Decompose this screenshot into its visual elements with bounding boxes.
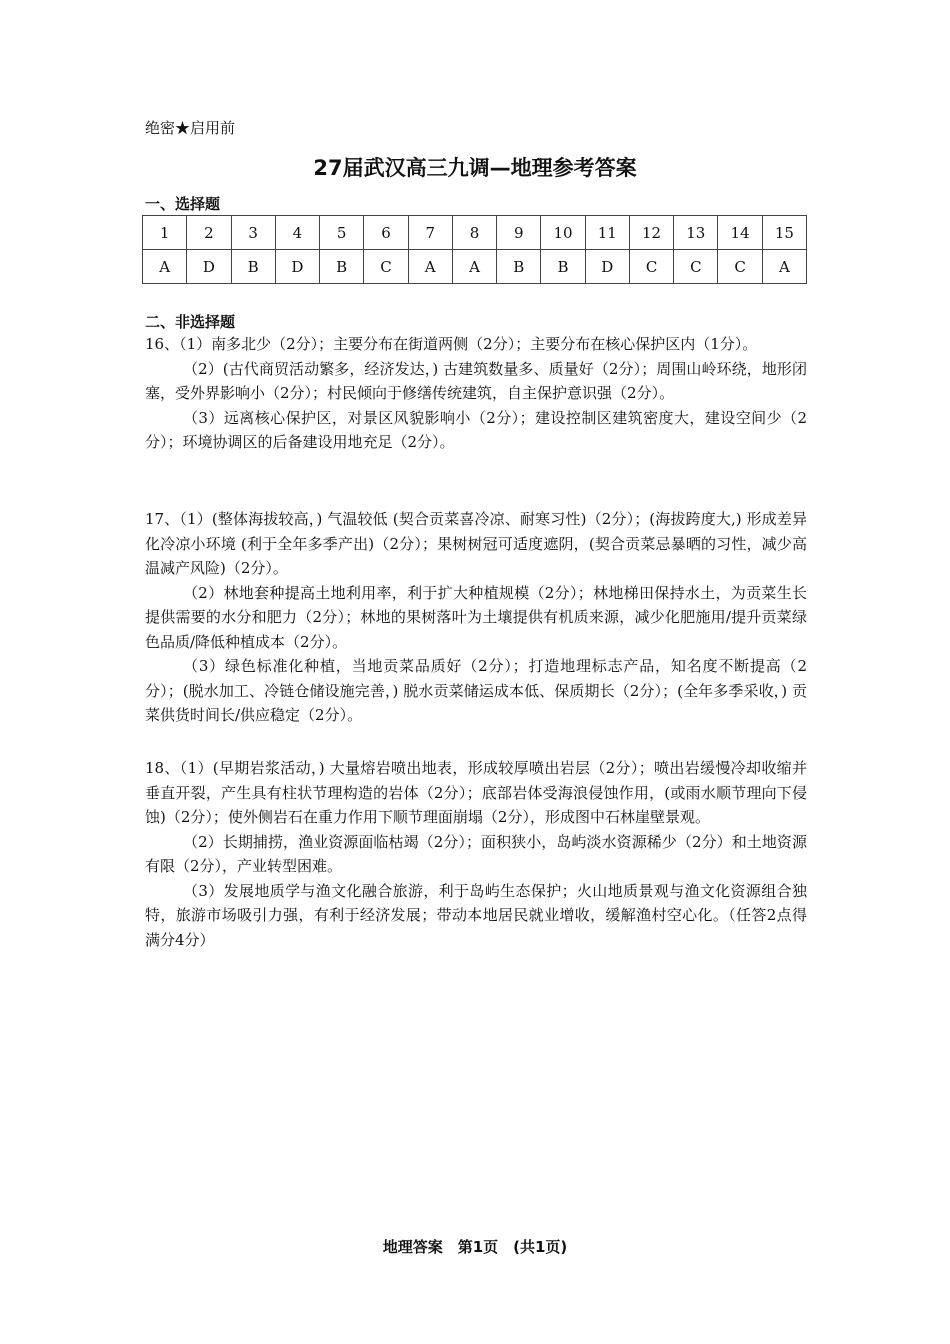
answer-cell: A [762,250,806,284]
q17-part-1: 17、（1）(整体海拔较高，) 气温较低 (契合贡菜喜冷凉、耐寒习性)（2分）；(海拔跨度大,) 形成差异化冷凉小环境 (利于全年多季产出)（2分）；果树树冠可适度遮阴，(契合贡菜忌暴晒的习性，减少高温减产风险)（2分）。 [145,510,807,577]
question-number-cell: 8 [452,216,496,250]
answer-cell: A [408,250,452,284]
q16-part-1: 16、（1）南多北少（2分）；主要分布在街道两侧（2分）；主要分布在核心保护区内（1分）。 [145,335,758,353]
question-number-cell: 15 [762,216,806,250]
question-number-cell: 2 [187,216,231,250]
answer-cell: C [718,250,762,284]
answer-cell: A [452,250,496,284]
answer-cell: C [629,250,673,284]
question-number-cell: 12 [629,216,673,250]
answer-row [143,250,807,284]
question-number-cell: 7 [408,216,452,250]
question-number-cell: 9 [497,216,541,250]
q17-part-2: （2）林地套种提高土地利用率，利于扩大种植规模（2分）；林地梯田保持水土，为贡菜生长提供需要的水分和肥力（2分）；林地的果树落叶为土壤提供有机质来源，减少化肥施用/提升贡菜绿色品质/降低种植成本（2分）。 [145,583,807,651]
page-footer: 地理答案 第1页 (共1页) [382,1238,568,1256]
question-number-cell: 14 [718,216,762,250]
secret-label: 绝密★启用前 [145,119,236,137]
answer-cell: B [231,250,275,284]
question-number-cell: 3 [231,216,275,250]
question-17-answer [145,507,807,728]
section-heading-nonchoice: 二、非选择题 [145,313,236,331]
q18-part-2: （2）长期捕捞，渔业资源面临枯竭（2分）；面积狭小，岛屿淡水资源稀少（2分）和土地资源有限（2分），产业转型困难。 [145,832,807,875]
question-18-answer [145,756,807,952]
question-number-cell: 11 [585,216,629,250]
q16-part-3: （3）远离核心保护区，对景区风貌影响小（2分）；建设控制区建筑密度大，建设空间少（2分）；环境协调区的后备建设用地充足（2分）。 [145,408,807,451]
q16-part-2: （2）(古代商贸活动繁多，经济发达，) 古建筑数量多、质量好（2分）；周围山岭环绕，地形闭塞，受外界影响小（2分）；村民倾向于修缮传统建筑，自主保护意识强（2分）。 [145,359,807,402]
answer-cell: D [275,250,319,284]
q17-part-3: （3）绿色标准化种植，当地贡菜品质好（2分）；打造地理标志产品，知名度不断提高（2分）；(脱水加工、冷链仓储设施完善，) 脱水贡菜储运成本低、保质期长（2分）；(全年多季采收，) 贡菜供货时间长/供应稳定（2分）。 [145,657,807,724]
page-title: 27届武汉高三九调—地理参考答案 [313,156,637,180]
question-16-answer [145,332,807,455]
q18-part-3: （3）发展地质学与渔文化融合旅游，利于岛屿生态保护；火山地质景观与渔文化资源组合独特，旅游市场吸引力强，有利于经济发展；带动本地居民就业增收，缓解渔村空心化。（任答2点得满分4分） [145,881,807,949]
question-number-cell: 5 [320,216,364,250]
question-number-cell: 10 [541,216,585,250]
answer-table [142,215,807,284]
answer-cell: A [143,250,187,284]
answer-cell: B [497,250,541,284]
answer-cell: D [187,250,231,284]
section-heading-choice: 一、选择题 [145,195,221,213]
answer-cell: C [674,250,718,284]
question-number-cell: 13 [674,216,718,250]
question-number-cell: 6 [364,216,408,250]
question-number-row [143,216,807,250]
answer-cell: C [364,250,408,284]
question-number-cell: 4 [275,216,319,250]
answer-cell: D [585,250,629,284]
answer-cell: B [320,250,364,284]
question-number-cell: 1 [143,216,187,250]
answer-cell: B [541,250,585,284]
q18-part-1: 18、（1）(早期岩浆活动，) 大量熔岩喷出地表，形成较厚喷出岩层（2分）；喷出岩缓慢冷却收缩并垂直开裂，产生具有柱状节理构造的岩体（2分）；底部岩体受海浪侵蚀作用，(或雨水顺节理向下侵蚀)（2分）；使外侧岩石在重力作用下顺节理面崩塌（2分），形成图中石林崖壁景观。 [145,759,807,826]
